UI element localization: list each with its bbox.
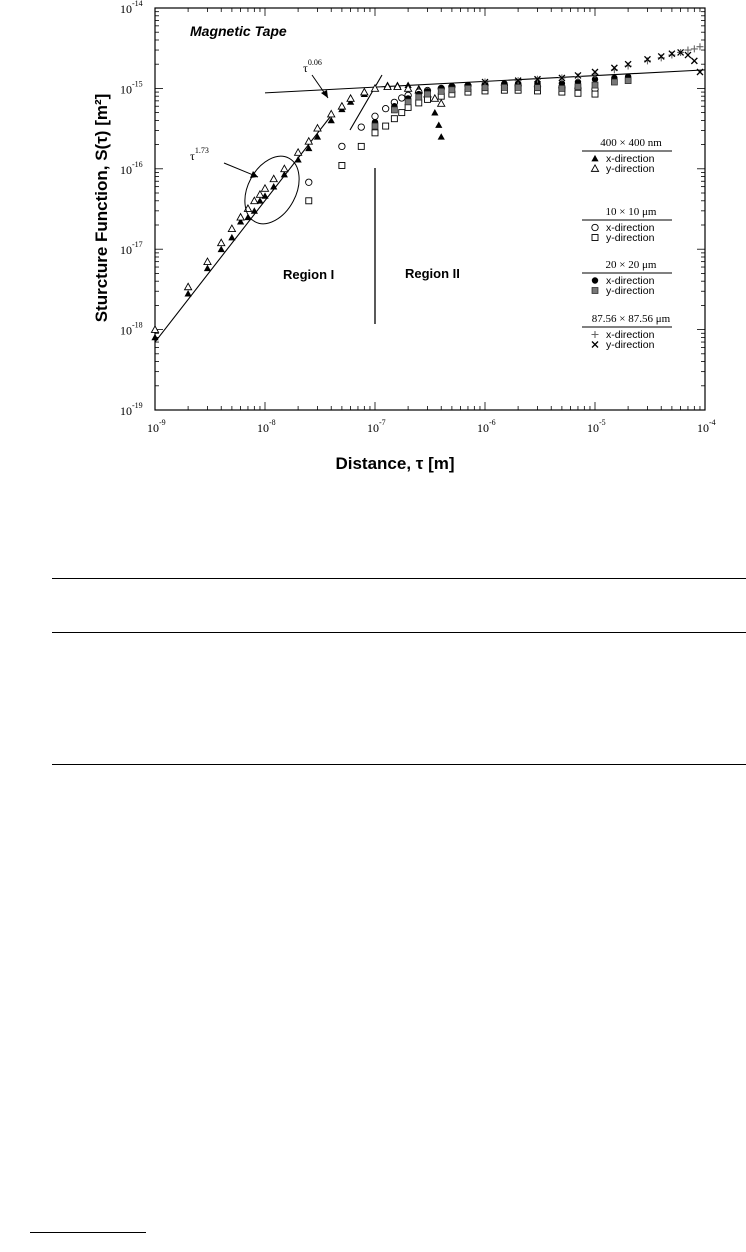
data-point-s2 <box>328 110 335 116</box>
x-tick-label-base: 10 <box>697 421 709 435</box>
data-point-s3 <box>372 113 378 119</box>
data-point-s7 <box>658 54 665 61</box>
data-point-s6 <box>515 84 521 90</box>
x-tick-label <box>587 418 606 435</box>
data-point-s2 <box>204 258 211 264</box>
data-point-s4 <box>391 116 397 122</box>
data-point-s6 <box>534 85 540 91</box>
legend-marker <box>592 331 599 338</box>
x-tick-label-base: 10 <box>587 421 599 435</box>
data-point-s4 <box>592 91 598 97</box>
x-tick-label-base: 10 <box>147 421 159 435</box>
data-point-s1 <box>228 234 235 240</box>
legend-item-label: y-direction <box>606 285 655 297</box>
data-point-s4 <box>383 123 389 129</box>
legend-item-label: x-direction <box>606 222 655 234</box>
x-tick-label <box>257 418 276 435</box>
data-point-s3 <box>382 105 388 111</box>
y-tick-label-base: 10 <box>120 162 132 177</box>
data-point-s2 <box>361 88 368 94</box>
x-tick-label-base: 10 <box>367 421 379 435</box>
data-point-s2 <box>251 197 258 203</box>
data-point-s6 <box>449 87 455 93</box>
y-tick-label <box>120 0 143 16</box>
y-tick-label <box>120 321 143 338</box>
data-point-s1 <box>295 156 302 162</box>
legend-marker <box>592 288 598 294</box>
legend-marker <box>591 165 598 171</box>
data-point-s2 <box>218 239 225 245</box>
legend-item-label: y-direction <box>606 163 655 175</box>
data-point-s4 <box>306 198 312 204</box>
data-point-s6 <box>611 79 617 85</box>
data-point-s6 <box>559 85 565 91</box>
legend-header: 20 × 20 μm <box>605 259 657 271</box>
legend-marker <box>592 235 598 241</box>
data-point-s6 <box>575 84 581 90</box>
legend-item-label: x-direction <box>606 153 655 165</box>
data-point-s2 <box>431 95 438 101</box>
data-point-s2 <box>281 165 288 171</box>
data-point-s2 <box>295 149 302 155</box>
legend-marker <box>591 155 598 161</box>
data-point-s6 <box>438 88 444 94</box>
legend-item-label: x-direction <box>606 275 655 287</box>
slope1-label-exp: 1.73 <box>194 146 209 155</box>
data-point-s2 <box>270 175 277 181</box>
data-point-s4 <box>405 104 411 110</box>
data-point-s3 <box>358 124 364 130</box>
chart-title: Magnetic Tape <box>190 23 287 39</box>
data-point-s6 <box>391 107 397 113</box>
data-point-s6 <box>482 85 488 91</box>
data-point-s4 <box>575 90 581 96</box>
data-point-s2 <box>185 283 192 289</box>
table-header-rule <box>52 632 746 633</box>
data-point-s6 <box>625 78 631 84</box>
x-tick-label <box>697 418 716 435</box>
y-tick-label-base: 10 <box>120 82 132 97</box>
slope1-label <box>190 146 209 163</box>
legend-item-label: x-direction <box>606 329 655 341</box>
y-tick-label-base: 10 <box>120 243 132 258</box>
x-tick-label <box>147 418 166 435</box>
data-point-s4 <box>372 130 378 136</box>
y-tick-label-exp: -19 <box>132 401 143 410</box>
data-point-s7 <box>668 52 675 59</box>
legend-marker <box>592 277 598 283</box>
data-point-s3 <box>339 143 345 149</box>
slope1-label-base: τ <box>190 149 195 163</box>
y-tick-label <box>120 240 143 257</box>
data-point-s6 <box>416 94 422 100</box>
table-top-rule <box>52 578 746 579</box>
data-point-s2 <box>256 191 263 197</box>
y-tick-label-exp: -17 <box>132 240 143 250</box>
y-tick-label <box>120 401 143 418</box>
slope2-label-base: τ <box>303 61 308 75</box>
chart-svg <box>0 0 746 480</box>
region-2-label: Region II <box>405 266 460 281</box>
x-tick-label-exp: -6 <box>489 418 496 427</box>
data-point-s2 <box>438 100 445 106</box>
slope2-label <box>303 58 322 75</box>
structure-function-figure <box>0 0 746 480</box>
data-point-s3 <box>399 95 405 101</box>
data-point-s1 <box>438 133 445 139</box>
table-bottom-rule <box>52 764 746 765</box>
y-tick-label-exp: -15 <box>132 79 143 89</box>
data-point-s6 <box>424 91 430 97</box>
data-point-s2 <box>261 185 268 191</box>
data-point-s1 <box>435 121 442 127</box>
data-point-s2 <box>237 214 244 220</box>
data-point-s1 <box>218 246 225 252</box>
data-point-s3 <box>306 179 312 185</box>
data-point-s6 <box>501 84 507 90</box>
data-point-s1 <box>204 265 211 271</box>
data-point-s4 <box>399 110 405 116</box>
data-point-s6 <box>405 99 411 105</box>
data-point-s6 <box>592 82 598 88</box>
data-point-s6 <box>465 85 471 91</box>
y-tick-label-base: 10 <box>120 404 132 418</box>
x-tick-label-base: 10 <box>477 421 489 435</box>
legend-item-label: y-direction <box>606 339 655 351</box>
data-point-s4 <box>358 143 364 149</box>
legend-marker <box>592 224 598 230</box>
footnote-rule <box>30 1232 146 1233</box>
data-point-s6 <box>372 123 378 129</box>
legend-header: 87.56 × 87.56 μm <box>591 313 671 325</box>
y-tick-label-exp: -18 <box>132 320 143 330</box>
slope2-label-exp: 0.06 <box>307 58 322 67</box>
data-point-s7 <box>574 73 581 80</box>
legend-item-label: y-direction <box>606 232 655 244</box>
data-point-s2 <box>347 95 354 101</box>
x-tick-label-base: 10 <box>257 421 269 435</box>
y-tick-label-exp: -14 <box>132 0 143 8</box>
x-tick-label <box>367 418 386 435</box>
x-tick-label-exp: -4 <box>709 418 716 427</box>
data-point-s1 <box>431 109 438 115</box>
data-point-s4 <box>416 100 422 106</box>
x-tick-label-exp: -9 <box>159 418 166 427</box>
x-tick-label-exp: -8 <box>269 418 276 427</box>
legend-header: 400 × 400 nm <box>600 137 662 149</box>
data-point-s1 <box>328 117 335 123</box>
y-axis-label: Sturcture Function, S(τ) [m²] <box>92 93 111 323</box>
y-tick-label-exp: -16 <box>132 159 143 169</box>
y-tick-label-base: 10 <box>120 323 132 338</box>
fit-line-1 <box>155 116 331 343</box>
x-tick-label-exp: -7 <box>379 418 386 427</box>
data-point-s1 <box>185 290 192 296</box>
y-tick-label-base: 10 <box>120 2 132 16</box>
data-point-s4 <box>339 162 345 168</box>
x-tick-label-exp: -5 <box>599 418 606 427</box>
data-point-s2 <box>314 125 321 131</box>
data-point-s2 <box>228 225 235 231</box>
legend-marker <box>592 342 598 348</box>
slope2-arrow-head <box>321 90 328 98</box>
y-tick-label <box>120 160 143 177</box>
y-tick-label <box>120 79 143 96</box>
data-point-s2 <box>338 103 345 109</box>
data-point-s8 <box>691 58 697 64</box>
legend-header: 10 × 10 μm <box>605 206 657 218</box>
x-tick-label <box>477 418 496 435</box>
region-1-label: Region I <box>283 267 335 282</box>
data-point-s2 <box>371 85 378 91</box>
x-axis-label: Distance, τ [m] <box>335 454 455 473</box>
